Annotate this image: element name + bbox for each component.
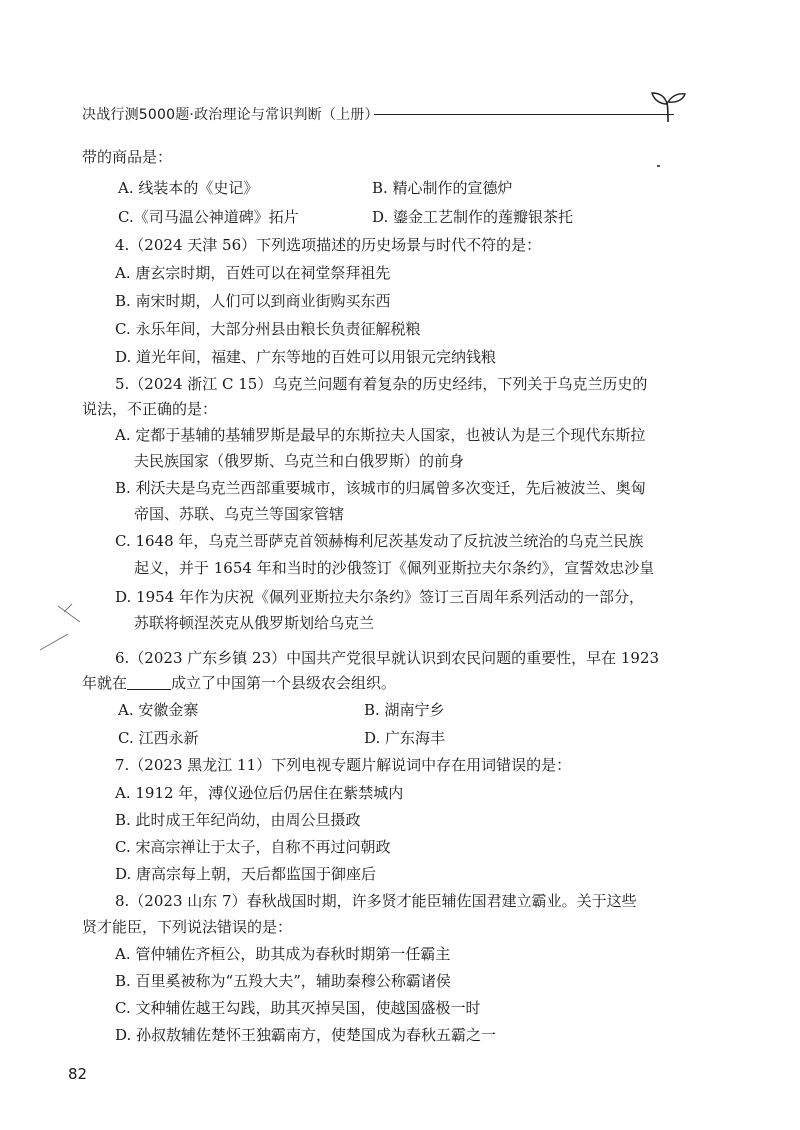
- q7-option-b: B. 此时成王年纪尚幼，由周公旦摄政: [115, 811, 361, 829]
- q6-stem-line2: [82, 672, 396, 694]
- q8-stem-line1: 8.（2023 山东 7）春秋战国时期，许多贤才能臣辅佐国君建立霸业。关于这些: [115, 892, 637, 910]
- q3-option-a: A. 线装本的《史记》: [118, 179, 259, 197]
- q8-option-c: C. 文种辅佐越王勾践，助其灭掉吴国，使越国盛极一时: [115, 999, 481, 1017]
- book-title: 决战行测5000题·政治理论与常识判断（上册）: [82, 107, 379, 123]
- scan-speck: [657, 165, 660, 167]
- q7-stem: 7.（2023 黑龙江 11）下列电视专题片解说词中存在用词错误的是：: [115, 756, 572, 774]
- q6-option-c: C. 江西永新: [118, 729, 199, 747]
- q7-option-c: C. 宋高宗禅让于太子，自称不再过问朝政: [115, 838, 391, 856]
- q5-stem-line1: 5.（2024 浙江 C 15）乌克兰问题有着复杂的历史经纬，下列关于乌克兰历史的: [115, 375, 648, 393]
- q4-stem: 4.（2024 天津 56）下列选项描述的历史场景与时代不符的是：: [115, 236, 542, 254]
- q5-option-c-line2: 起义，并于 1654 年和当时的沙俄签订《佩列亚斯拉夫尔条约》，宣誓效忠沙皇: [134, 559, 655, 577]
- answer-blank: [127, 675, 171, 690]
- q3-option-c: C.《司马温公神道碑》拓片: [118, 208, 299, 226]
- q5-option-a-line2: 夫民族国家（俄罗斯、乌克兰和白俄罗斯）的前身: [134, 452, 465, 470]
- q8-option-b: B. 百里奚被称为“五羖大夫”，辅助秦穆公称霸诸侯: [115, 972, 451, 990]
- q5-option-b-line1: B. 利沃夫是乌克兰西部重要城市，该城市的归属曾多次变迁，先后被波兰、奥匈: [115, 479, 646, 497]
- q3-option-d: D. 鎏金工艺制作的莲瓣银茶托: [372, 208, 574, 226]
- q8-stem-line2: 贤才能臣，下列说法错误的是：: [82, 918, 293, 936]
- page-number: 82: [68, 1065, 88, 1083]
- q8-option-a: A. 管仲辅佐齐桓公，助其成为春秋时期第一任霸主: [115, 945, 451, 963]
- q6-stem-line1: 6.（2023 广东乡镇 23）中国共产党很早就认识到农民问题的重要性，早在 1923: [115, 649, 660, 667]
- q7-option-a: A. 1912 年，溥仪逊位后仍居住在紫禁城内: [115, 784, 404, 802]
- q8-option-d: D. 孙叔敖辅佐楚怀王独霸南方，使楚国成为春秋五霸之一: [115, 1026, 497, 1044]
- continuation-text: 带的商品是：: [82, 148, 173, 166]
- margin-scribble: [20, 600, 90, 660]
- q7-option-d: D. 唐高宗每上朝，天后都监国于御座后: [115, 865, 377, 883]
- q5-stem-line2: 说法，不正确的是：: [82, 400, 218, 418]
- q6-stem-before-blank: 年就在: [82, 674, 128, 692]
- q6-stem-after-blank: 成立了中国第一个县级农会组织。: [171, 674, 397, 692]
- q5-option-b-line2: 帝国、苏联、乌克兰等国家管辖: [134, 505, 345, 523]
- sprout-icon: [648, 90, 688, 124]
- running-header: [82, 100, 692, 130]
- header-rule: [374, 114, 674, 115]
- q4-option-b: B. 南宋时期，人们可以到商业街购买东西: [115, 292, 391, 310]
- q6-option-d: D. 广东海丰: [364, 729, 446, 747]
- q5-option-d-line1: D. 1954 年作为庆祝《佩列亚斯拉夫尔条约》签订三百周年系列活动的一部分，: [115, 588, 644, 606]
- q4-option-a: A. 唐玄宗时期，百姓可以在祠堂祭拜祖先: [115, 264, 391, 282]
- q5-option-c-line1: C. 1648 年，乌克兰哥萨克首领赫梅利尼茨基发动了反抗波兰统治的乌克兰民族: [115, 532, 644, 550]
- q6-option-a: A. 安徽金寨: [118, 701, 199, 719]
- q5-option-a-line1: A. 定都于基辅的基辅罗斯是最早的东斯拉夫人国家，也被认为是三个现代东斯拉: [115, 426, 646, 444]
- q4-option-d: D. 道光年间，福建、广东等地的百姓可以用银元完纳钱粮: [115, 348, 497, 366]
- q3-option-b: B. 精心制作的宣德炉: [372, 179, 513, 197]
- q5-option-d-line2: 苏联将顿涅茨克从俄罗斯划给乌克兰: [134, 614, 375, 632]
- q6-option-b: B. 湖南宁乡: [364, 701, 445, 719]
- q4-option-c: C. 永乐年间，大部分州县由粮长负责征解税粮: [115, 320, 421, 338]
